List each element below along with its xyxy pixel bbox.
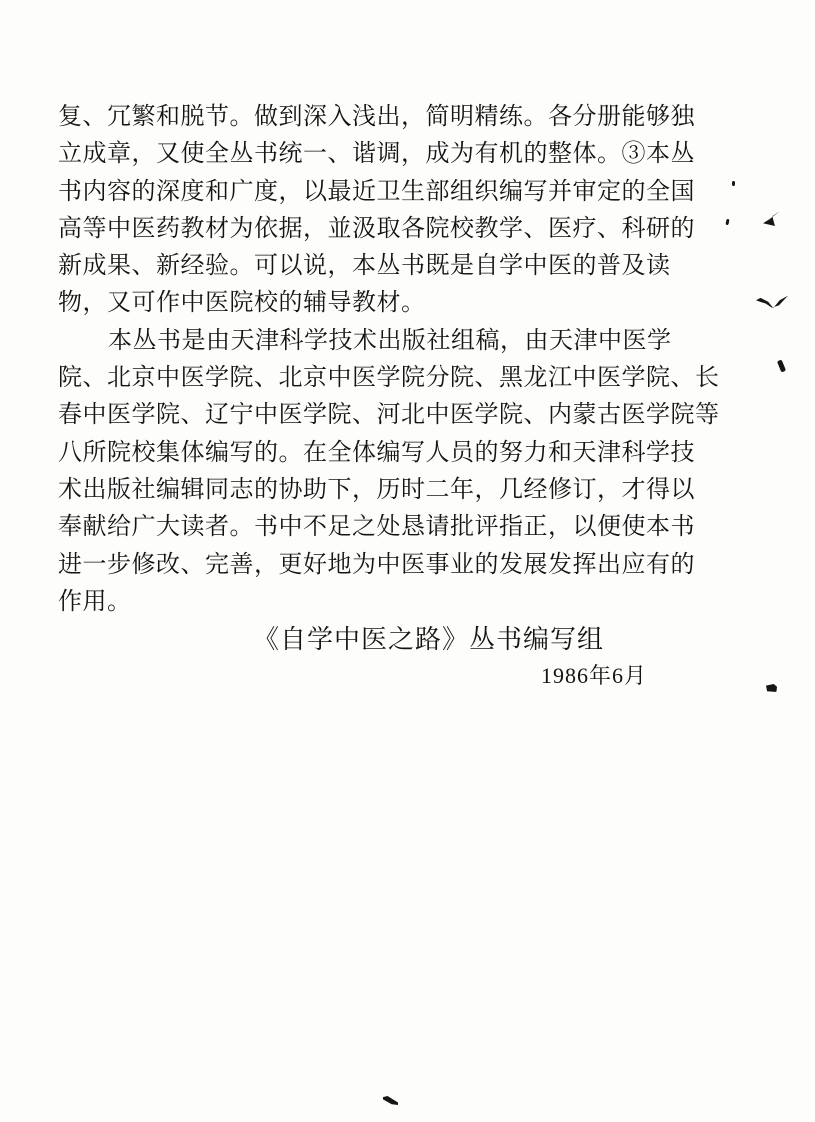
ink-speck [756, 294, 788, 308]
ink-speck [725, 219, 729, 225]
text-line: 新成果、新经验。可以说，本丛书既是自学中医的普及读 [58, 253, 671, 280]
text-line: 奉献给广大读者。书中不足之处恳请批评指正，以便使本书 [58, 514, 695, 541]
text-line: 院、北京中医学院、北京中医学院分院、黑龙江中医学院、长 [58, 365, 720, 392]
ink-speck [777, 360, 786, 373]
signature-line: 《自学中医之路》丛书编写组 [253, 625, 605, 654]
text-line: 书内容的深度和广度，以最近卫生部组织编写并审定的全国 [58, 178, 695, 205]
text-line paragraph-start: 本丛书是由天津科学技术出版社组稿，由天津中医学 [108, 327, 672, 354]
ink-speck [763, 211, 780, 226]
text-line: 术出版社编辑同志的协助下，历时二年，几经修订，才得以 [58, 476, 695, 503]
text-line: 立成章，又使全丛书统一、谐调，成为有机的整体。③本丛 [58, 141, 695, 168]
text-line: 复、冗繁和脱节。做到深入浅出，简明精练。各分册能够独 [58, 104, 695, 130]
ink-speck [766, 684, 777, 692]
text-line: 物，又可作中医院校的辅导教材。 [58, 290, 426, 317]
text-line: 作用。 [58, 588, 132, 615]
text-line: 春中医学院、辽宁中医学院、河北中医学院、内蒙古医学院等 [58, 402, 720, 429]
ink-speck [383, 1096, 398, 1105]
body-text [58, 99, 720, 621]
ink-speck [732, 181, 735, 186]
signature-date: 1986年6月 [541, 663, 648, 688]
text-line: 进一步修改、完善，更好地为中医事业的发展发挥出应有的 [58, 551, 695, 578]
text-line: 高等中医药教材为依据，並汲取各院校教学、医疗、科研的 [58, 215, 695, 242]
text-line: 八所院校集体编写的。在全体编写人员的努力和天津科学技 [58, 439, 695, 466]
